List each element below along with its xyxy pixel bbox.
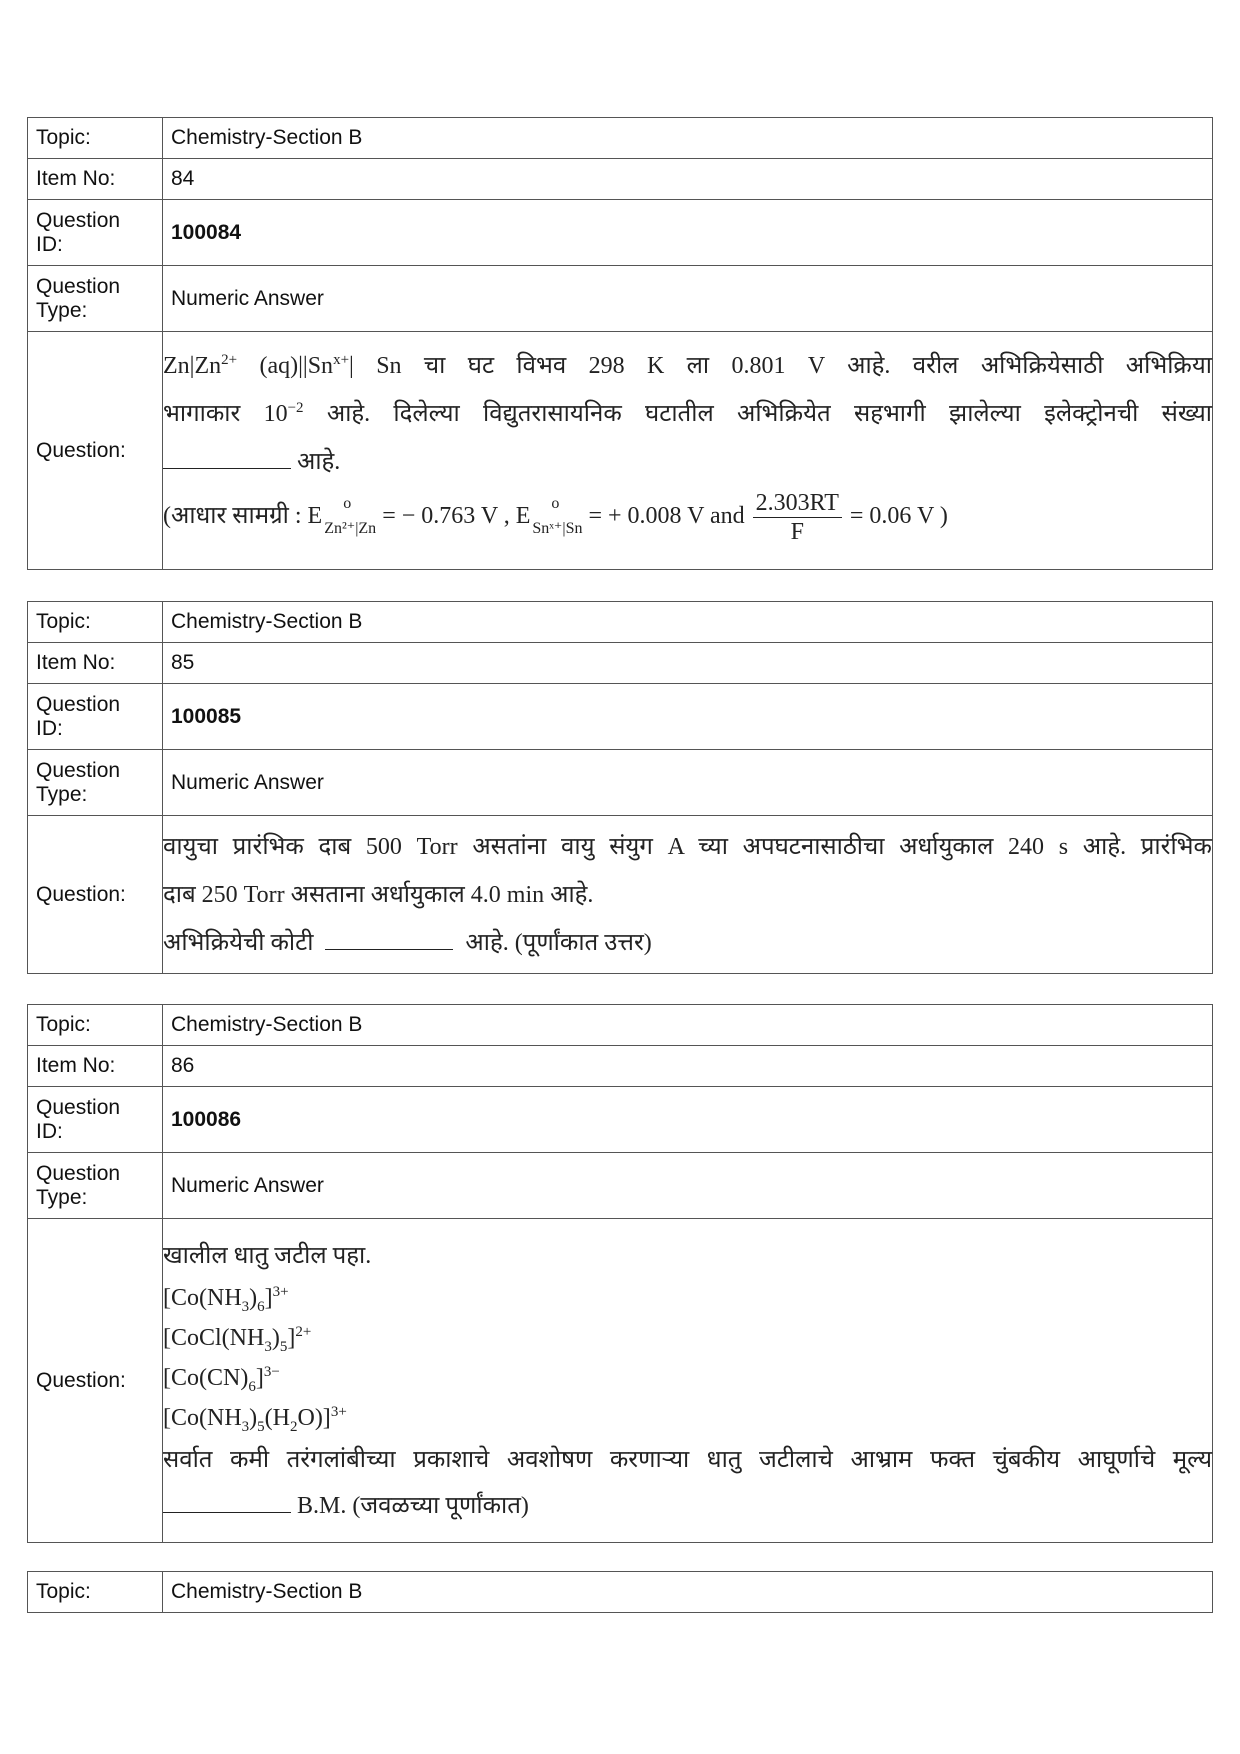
question-id-label: Question ID: <box>28 1087 163 1153</box>
question-table-87 <box>27 1571 1213 1613</box>
complex-formula: $[Co(CN)_6]^{3-}$ <box>163 1363 280 1395</box>
question-type-label: Question Type: <box>28 1153 163 1219</box>
question-label: Question: <box>28 816 163 974</box>
topic-value: Chemistry-Section B <box>163 602 1213 643</box>
question-table-84 <box>27 117 1213 570</box>
complex-formula: $[CoCl(NH_3)_5]^{2+}$ <box>163 1323 312 1355</box>
question-type-value: Numeric Answer <box>163 1153 1213 1219</box>
question-line: अभिक्रियेची कोटी आहे. (पूर्णांकात उत्तर) <box>163 919 1212 967</box>
question-line: खालील धातु जटील पहा. <box>163 1242 372 1269</box>
question-line: आहे. <box>163 438 1212 486</box>
question-id-value: 100084 <box>163 200 1213 266</box>
item-no-value: 84 <box>163 159 1213 200</box>
topic-label: Topic: <box>28 602 163 643</box>
question-id-value: 100085 <box>163 684 1213 750</box>
item-no-value: 85 <box>163 643 1213 684</box>
question-line: भागाकार $10^{-2}$ आहे. दिलेल्या विद्युतरासायनिक घटातील अभिक्रियेत सहभागी झालेल्या इलेक्ट्रोनची संख्या <box>163 400 1212 427</box>
topic-value: Chemistry-Section B <box>163 1572 1213 1613</box>
complex-formula: $[Co(NH_3)_5(H_2O)]^{3+}$ <box>163 1403 347 1435</box>
answer-blank <box>163 1482 291 1513</box>
question-body <box>163 332 1213 570</box>
question-type-value: Numeric Answer <box>163 750 1213 816</box>
question-line: सर्वात कमी तरंगलांबीच्या प्रकाशाचे अवशोषण करणाऱ्या धातु जटीलाचे आभ्राम फक्त चुंबकीय आघूर्णाचे मूल्य <box>163 1446 1212 1473</box>
question-line: B.M. (जवळच्या पूर्णांकात) <box>163 1482 1212 1528</box>
question-body <box>163 1219 1213 1543</box>
answer-blank <box>163 438 291 469</box>
item-no-label: Item No: <box>28 1046 163 1087</box>
question-type-label: Question Type: <box>28 750 163 816</box>
question-line: $Zn|Zn^{2+}$ $(aq)||Sn^{x+}|$ Sn चा घट विभव 298 K ला 0.801 V आहे. वरील अभिक्रियेसाठी अभिक्रिया <box>163 352 1212 379</box>
fraction: $\frac{2.303RT}{F}$ <box>753 489 842 546</box>
answer-blank <box>325 919 453 950</box>
item-no-value: 86 <box>163 1046 1213 1087</box>
question-line: वायुचा प्रारंभिक दाब 500 Torr असतांना वायु संयुग A च्या अपघटनासाठीचा अर्धायुकाल 240 s आहे. प्रारंभिक <box>163 833 1212 860</box>
topic-label: Topic: <box>28 1572 163 1613</box>
topic-value: Chemistry-Section B <box>163 118 1213 159</box>
topic-label: Topic: <box>28 1005 163 1046</box>
question-table-86 <box>27 1004 1213 1543</box>
item-no-label: Item No: <box>28 643 163 684</box>
given-data-line: (आधार सामग्री : E o Zn²⁺|Zn = − 0.763 V , E o Snˣ⁺|Sn = + 0.008 V and $\frac{2.303RT}{F}$ = 0.06 V ) <box>163 489 948 545</box>
question-table-85 <box>27 601 1213 974</box>
question-body <box>163 816 1213 974</box>
question-line: दाब 250 Torr असताना अर्धायुकाल 4.0 min आहे. <box>163 881 594 908</box>
topic-label: Topic: <box>28 118 163 159</box>
question-label: Question: <box>28 332 163 570</box>
topic-value: Chemistry-Section B <box>163 1005 1213 1046</box>
question-label: Question: <box>28 1219 163 1543</box>
item-no-label: Item No: <box>28 159 163 200</box>
question-id-label: Question ID: <box>28 200 163 266</box>
question-type-value: Numeric Answer <box>163 266 1213 332</box>
complex-formula: $[Co(NH_3)_6]^{3+}$ <box>163 1283 289 1315</box>
question-id-value: 100086 <box>163 1087 1213 1153</box>
question-id-label: Question ID: <box>28 684 163 750</box>
question-type-label: Question Type: <box>28 266 163 332</box>
